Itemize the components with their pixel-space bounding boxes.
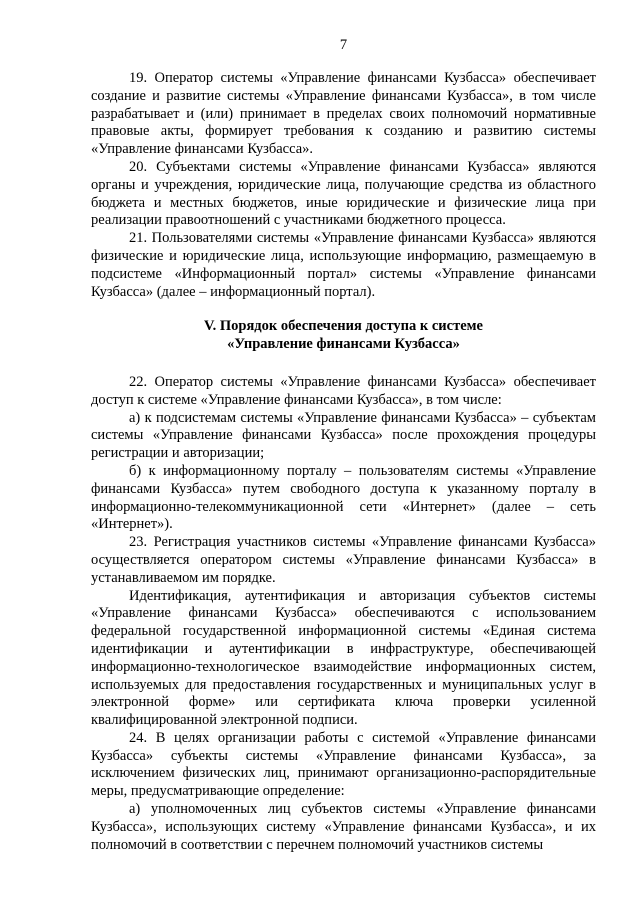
- paragraph-23: 23. Регистрация участников системы «Управление финансами Кузбасса» осуществляется оператором системы «Управление финансами Кузбасса» в устанавливаемом им порядке.: [91, 534, 596, 586]
- paragraph-19: 19. Оператор системы «Управление финансами Кузбасса» обеспечивает создание и развитие системы «Управление финансами Кузбасса», в том числе разрабатывает и (или) принимает в пределах своих полномочий нормативные правовые акты, формирует требования к созданию и развитию системы «Управление финансами Кузбасса».: [91, 70, 596, 158]
- paragraph-24: 24. В целях организации работы с системой «Управление финансами Кузбасса» субъекты системы «Управление финансами Кузбасса», за исключением физических лиц, принимают организационно-распорядительные меры, предусматривающие определение:: [91, 729, 596, 800]
- document-page: [91, 36, 596, 854]
- paragraph-22-a: а) к подсистемам системы «Управление финансами Кузбасса» – субъектам системы «Управление финансами Кузбасса» после прохождения процедуры регистрации и авторизации;: [91, 409, 596, 462]
- section-heading: [91, 318, 596, 354]
- section-heading-line-2: «Управление финансами Кузбасса»: [227, 336, 460, 353]
- paragraph-20: 20. Субъектами системы «Управление финансами Кузбасса» являются органы и учреждения, юридические лица, получающие средства из областного бюджета и местных бюджетов, иные юридические и физические лица при реализации правоотношений с участниками бюджетного процесса.: [91, 158, 596, 229]
- paragraph-23-identification: Идентификация, аутентификация и авторизация субъектов системы «Управление финансами Кузбасса» обеспечиваются с использованием федеральной государственной информационной системы «Единая система идентификации и аутентификации в инфраструктуре, обеспечивающей информационно-технологическое взаимодействие информационных систем, используемых для предоставления государственных и муниципальных услуг в электронной форме» или сертификата ключа проверки усиленной квалифицированной электронной подписи.: [91, 587, 596, 729]
- paragraph-22-b: б) к информационному порталу – пользователям системы «Управление финансами Кузбасса» путем свободного доступа к указанному порталу в информационно-телекоммуникационной сети «Интернет» (далее – сеть «Интернет»).: [91, 462, 596, 533]
- paragraph-22: 22. Оператор системы «Управление финансами Кузбасса» обеспечивает доступ к системе «Управление финансами Кузбасса», в том числе:: [91, 373, 596, 408]
- section-heading-line-1: V. Порядок обеспечения доступа к системе: [204, 318, 483, 335]
- paragraph-24-a: а) уполномоченных лиц субъектов системы «Управление финансами Кузбасса», использующих систему «Управление финансами Кузбасса», и их полномочий в соответствии с перечнем полномочий участников системы: [91, 801, 596, 853]
- page-number: 7: [339, 37, 348, 53]
- paragraph-21: 21. Пользователями системы «Управление финансами Кузбасса» являются физические и юридические лица, использующие информацию, размещаемую в подсистеме «Информационный портал» системы «Управление финансами Кузбасса» (далее – информационный портал).: [91, 230, 596, 300]
